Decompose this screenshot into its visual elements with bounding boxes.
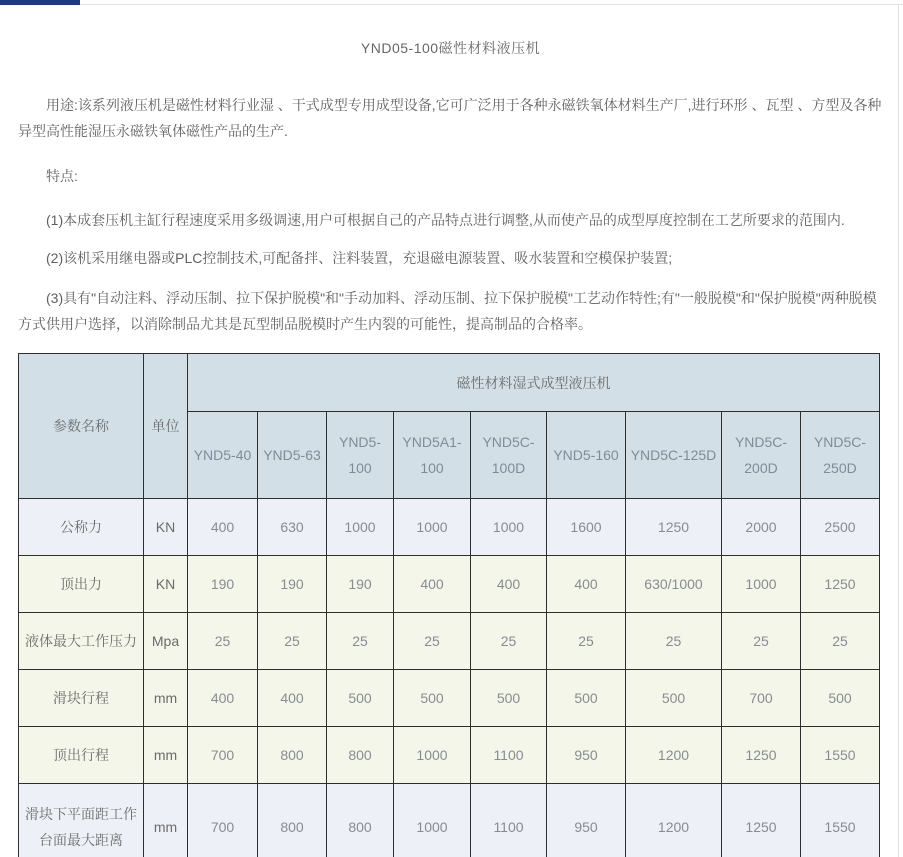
value-cell: 1000	[394, 727, 471, 784]
value-cell: 25	[722, 613, 801, 670]
model-header-6: YND5-160	[547, 412, 626, 499]
value-cell: 1250	[626, 499, 722, 556]
paragraph-usage: 用途:该系列液压机是磁性材料行业湿 、干式成型专用成型设备,它可广泛用于各种永磁铁氧体材料生产厂,进行环形 、瓦型 、方型及各种异型高性能湿压永磁铁氧体磁性产品的生产.	[18, 97, 882, 139]
model-header-7: YND5C-125D	[626, 412, 722, 499]
value-cell: 1000	[722, 556, 801, 613]
value-cell: 1200	[626, 727, 722, 784]
param-name-cell: 液体最大工作压力	[19, 613, 144, 670]
value-cell: 630/1000	[626, 556, 722, 613]
spec-table	[18, 353, 880, 857]
unit-cell: KN	[144, 556, 188, 613]
table-row	[19, 613, 880, 670]
value-cell: 800	[258, 727, 327, 784]
paragraph-feature-2: (2)该机采用继电器或PLC控制技术,可配备拌、注料装置，充退磁电源装置、吸水装置和空模保护装置;	[46, 250, 673, 266]
value-cell: 700	[722, 670, 801, 727]
value-cell: 800	[258, 784, 327, 857]
unit-cell: mm	[144, 784, 188, 857]
unit-cell: mm	[144, 727, 188, 784]
value-cell: 700	[188, 727, 258, 784]
value-cell: 500	[394, 670, 471, 727]
param-name-header: 参数名称	[19, 354, 144, 499]
value-cell: 400	[394, 556, 471, 613]
value-cell: 25	[327, 613, 394, 670]
value-cell: 630	[258, 499, 327, 556]
model-header-1: YND5-40	[188, 412, 258, 499]
paragraph-feature-3: (3)具有"自动注料、浮动压制、拉下保护脱模"和"手动加料、浮动压制、拉下保护脱模"工艺动作特性;有"一般脱模"和"保护脱模"两种脱模方式供用户选择，以消除制品尤其是瓦型制品脱模时产生内裂的可能性，提高制品的合格率。	[18, 290, 877, 332]
value-cell: 500	[471, 670, 547, 727]
value-cell: 1250	[722, 784, 801, 857]
value-cell: 1250	[801, 556, 880, 613]
value-cell: 25	[394, 613, 471, 670]
table-header-row-group	[19, 354, 880, 412]
right-divider	[898, 4, 899, 857]
table-row	[19, 499, 880, 556]
param-name-cell: 滑块下平面距工作台面最大距离	[19, 784, 144, 857]
model-header-4: YND5A1-100	[394, 412, 471, 499]
value-cell: 500	[626, 670, 722, 727]
value-cell: 1000	[394, 499, 471, 556]
value-cell: 1000	[471, 499, 547, 556]
value-cell: 950	[547, 784, 626, 857]
value-cell: 500	[547, 670, 626, 727]
unit-cell: Mpa	[144, 613, 188, 670]
page-title: YND05-100磁性材料液压机	[360, 40, 541, 56]
value-cell: 1000	[394, 784, 471, 857]
value-cell: 25	[547, 613, 626, 670]
model-header-5: YND5C-100D	[471, 412, 547, 499]
value-cell: 500	[801, 670, 880, 727]
paragraph-feature-1: (1)本成套压机主缸行程速度采用多级调速,用户可根据自己的产品特点进行调整,从而使产品的成型厚度控制在工艺所要求的范围内.	[46, 212, 845, 228]
unit-header: 单位	[144, 354, 188, 499]
value-cell: 190	[188, 556, 258, 613]
value-cell: 25	[801, 613, 880, 670]
value-cell: 25	[471, 613, 547, 670]
value-cell: 400	[471, 556, 547, 613]
value-cell: 25	[258, 613, 327, 670]
value-cell: 400	[258, 670, 327, 727]
value-cell: 400	[188, 670, 258, 727]
value-cell: 1100	[471, 727, 547, 784]
value-cell: 1200	[626, 784, 722, 857]
value-cell: 400	[547, 556, 626, 613]
value-cell: 500	[327, 670, 394, 727]
unit-cell: KN	[144, 499, 188, 556]
value-cell: 1250	[722, 727, 801, 784]
value-cell: 1000	[327, 499, 394, 556]
param-name-cell: 顶出力	[19, 556, 144, 613]
table-row	[19, 727, 880, 784]
table-row	[19, 784, 880, 857]
value-cell: 25	[626, 613, 722, 670]
model-header-2: YND5-63	[258, 412, 327, 499]
model-header-3: YND5-100	[327, 412, 394, 499]
model-header-8: YND5C-200D	[722, 412, 801, 499]
value-cell: 1550	[801, 784, 880, 857]
value-cell: 2000	[722, 499, 801, 556]
paragraph-features-heading: 特点:	[46, 168, 78, 184]
param-name-cell: 公称力	[19, 499, 144, 556]
param-name-cell: 顶出行程	[19, 727, 144, 784]
value-cell: 1600	[547, 499, 626, 556]
table-row	[19, 670, 880, 727]
value-cell: 700	[188, 784, 258, 857]
value-cell: 1550	[801, 727, 880, 784]
value-cell: 2500	[801, 499, 880, 556]
value-cell: 800	[327, 727, 394, 784]
value-cell: 1100	[471, 784, 547, 857]
value-cell: 25	[188, 613, 258, 670]
value-cell: 400	[188, 499, 258, 556]
param-name-cell: 滑块行程	[19, 670, 144, 727]
machine-group-header: 磁性材料湿式成型液压机	[188, 354, 880, 412]
top-progress-bar	[0, 0, 80, 5]
value-cell: 950	[547, 727, 626, 784]
value-cell: 190	[327, 556, 394, 613]
value-cell: 800	[327, 784, 394, 857]
unit-cell: mm	[144, 670, 188, 727]
value-cell: 190	[258, 556, 327, 613]
top-divider	[0, 4, 903, 5]
model-header-9: YND5C-250D	[801, 412, 880, 499]
table-row	[19, 556, 880, 613]
